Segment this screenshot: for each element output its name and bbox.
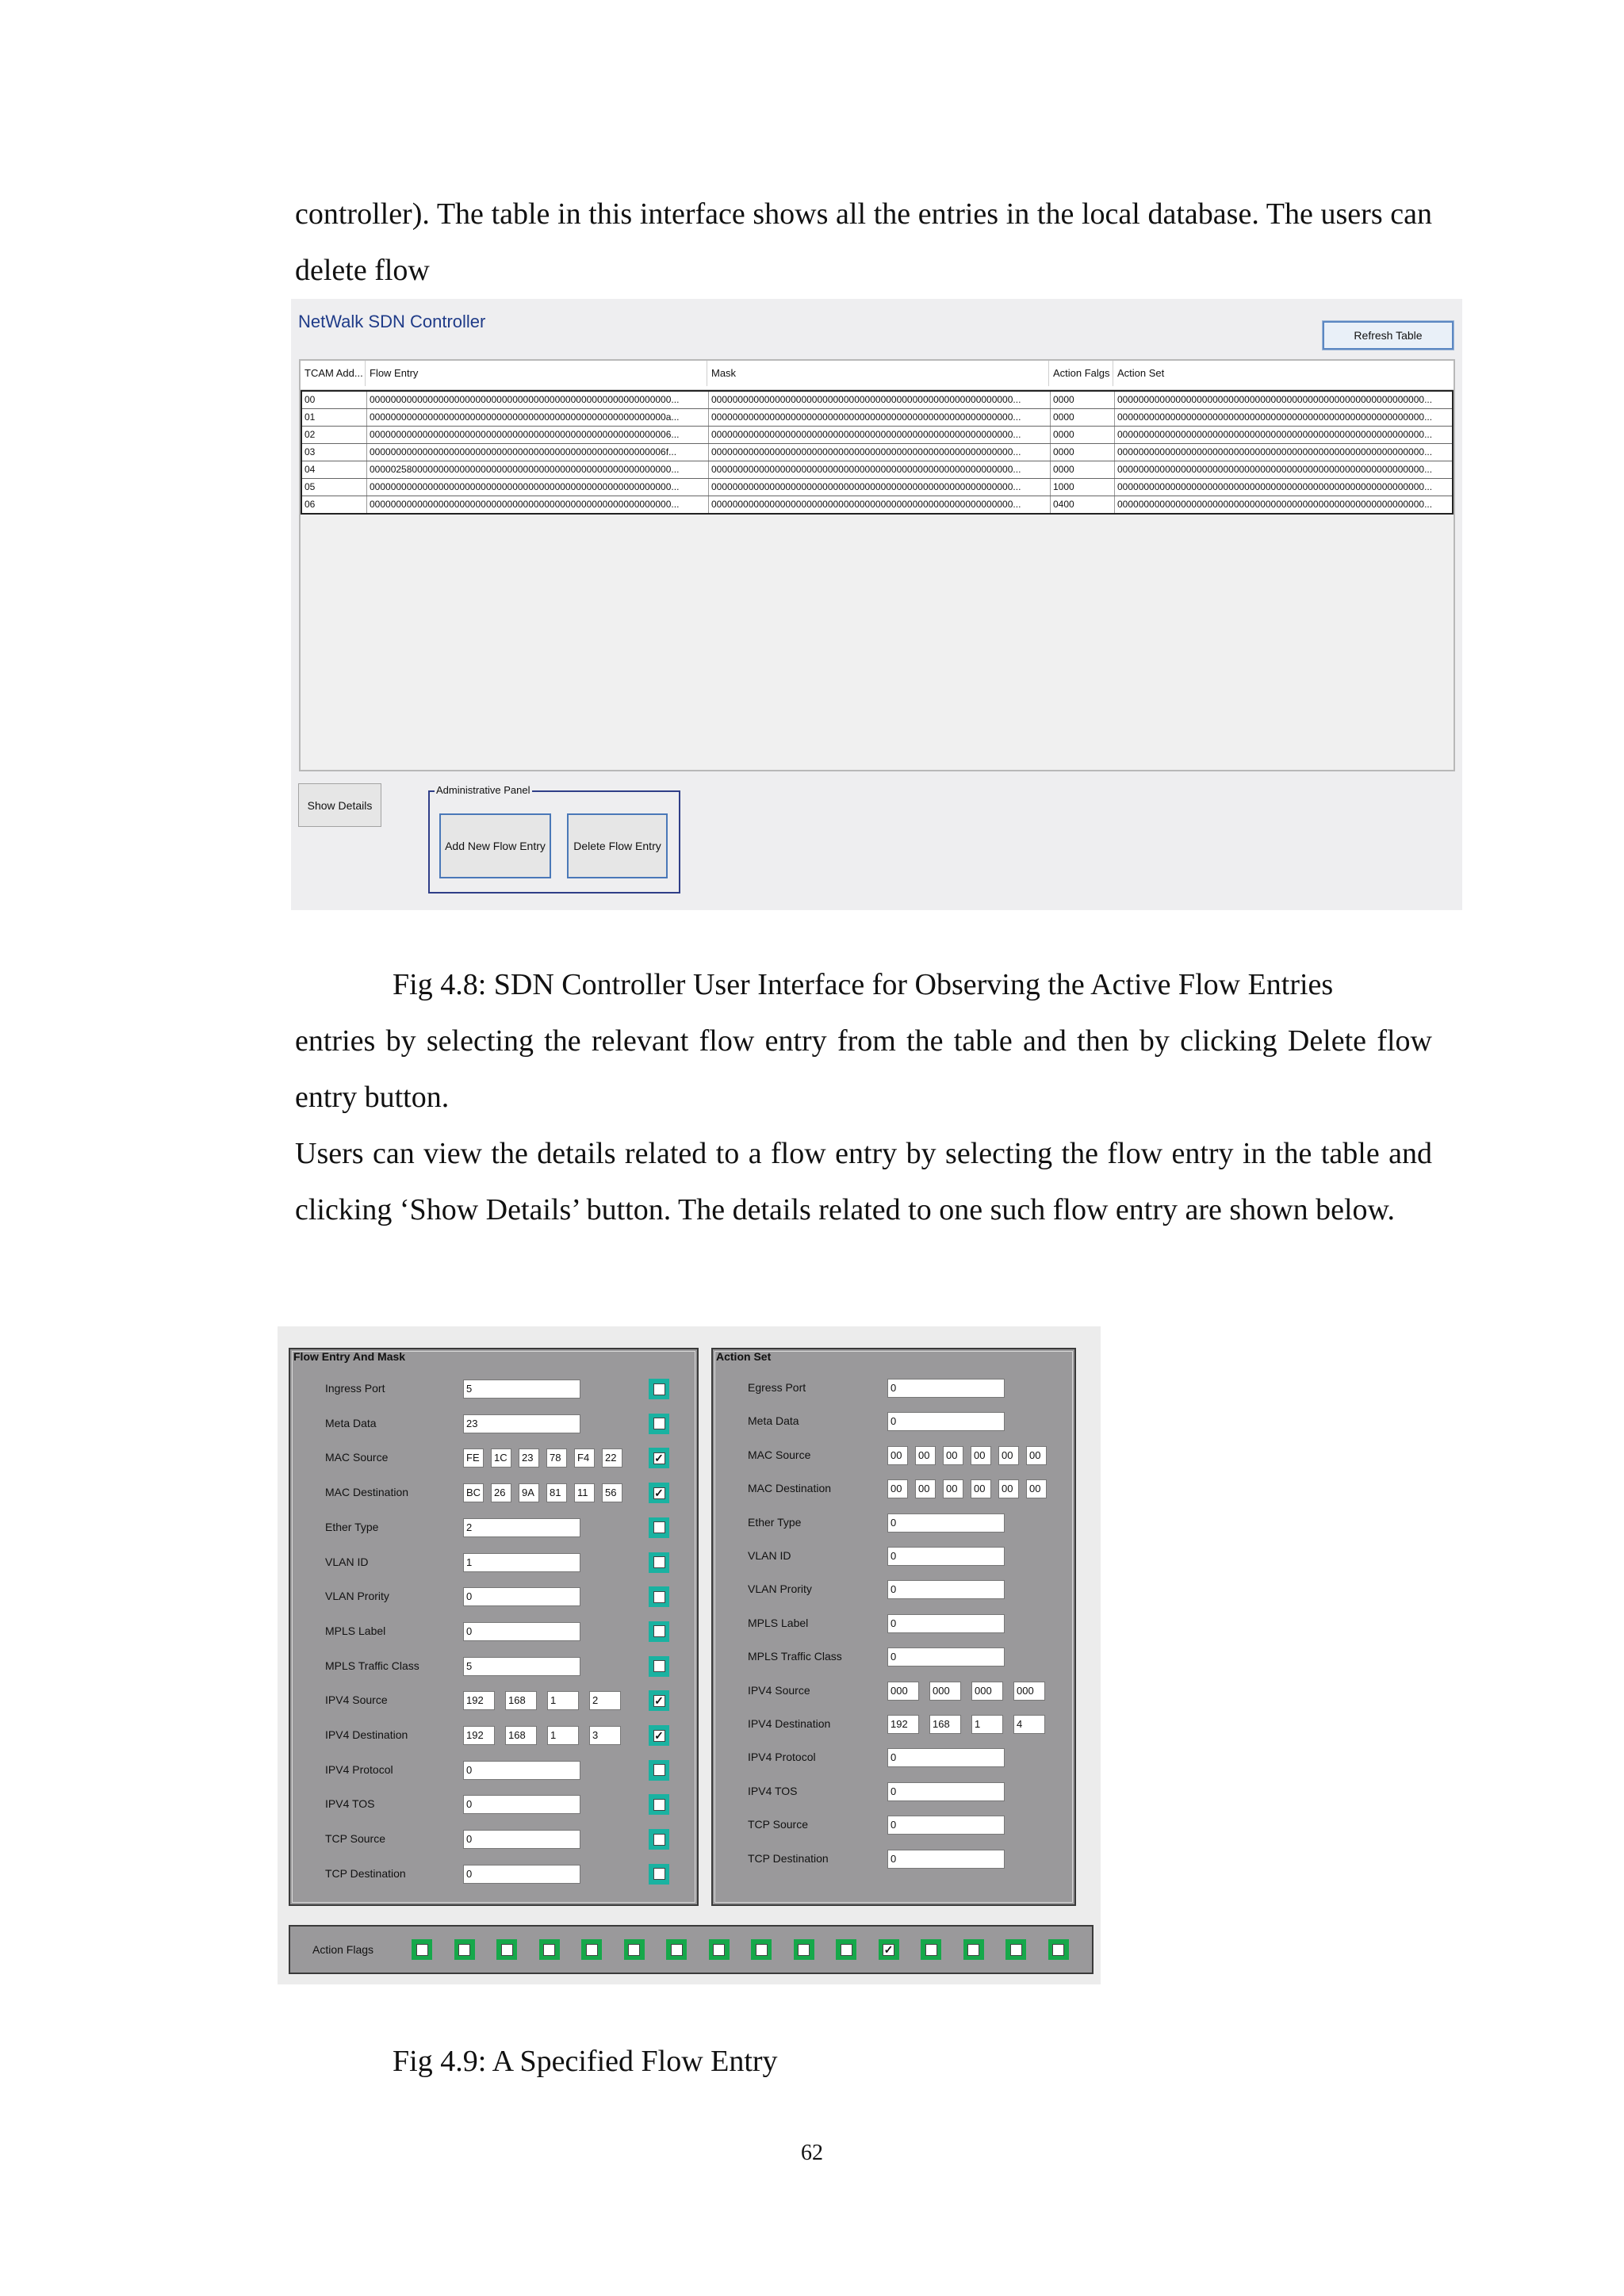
- table-cell: 000000000000000000000000000000000000000000000000000000006...: [367, 427, 709, 443]
- table-body: [301, 390, 1454, 515]
- checkbox-square: [713, 1944, 725, 1956]
- field-input[interactable]: 0: [463, 1587, 580, 1606]
- field-label: MPLS Traffic Class: [325, 1659, 419, 1672]
- field-mask-checkbox[interactable]: [649, 1414, 669, 1434]
- checkbox-square: [653, 1799, 665, 1811]
- table-cell: 0000000000000000000000000000000000000000000000000000000000...: [1117, 394, 1433, 405]
- column-header-action-set[interactable]: Action Set: [1113, 361, 1454, 386]
- field-input[interactable]: 00: [1026, 1479, 1047, 1498]
- field-input[interactable]: 192: [887, 1715, 919, 1734]
- table-cell: 02: [302, 427, 367, 443]
- table-cell: 0000000000000000000000000000000000000000000000000000000000...: [1117, 446, 1433, 457]
- field-label: TCP Destination: [325, 1866, 406, 1880]
- table-row[interactable]: [302, 444, 1452, 461]
- field-input[interactable]: 23: [519, 1448, 539, 1468]
- field-label: Meta Data: [325, 1416, 377, 1429]
- action-flag-checkbox[interactable]: [794, 1939, 814, 1960]
- page-number: 62: [801, 2141, 823, 2165]
- column-header-flow-entry[interactable]: Flow Entry: [366, 361, 707, 386]
- field-input[interactable]: 5: [463, 1657, 580, 1676]
- field-input[interactable]: 1C: [491, 1448, 511, 1468]
- table-row[interactable]: [302, 392, 1452, 409]
- field-input[interactable]: 56: [602, 1483, 622, 1502]
- field-input[interactable]: 3: [589, 1726, 621, 1745]
- field-label: Ether Type: [748, 1515, 802, 1529]
- field-input[interactable]: 0: [887, 1647, 1005, 1667]
- checkmark-icon: ✓: [654, 1451, 664, 1464]
- field-label: Ingress Port: [325, 1382, 385, 1395]
- table-cell: 0000000000000000000000000000000000000000000000000000000000...: [1117, 481, 1433, 492]
- field-mask-checkbox[interactable]: [649, 1552, 669, 1573]
- field-input[interactable]: 192: [463, 1726, 495, 1745]
- checkbox-square: [458, 1944, 470, 1956]
- field-input[interactable]: 00: [1026, 1446, 1047, 1465]
- table-cell: 03: [302, 444, 367, 461]
- field-input[interactable]: 168: [505, 1691, 537, 1710]
- action-flag-checkbox[interactable]: [624, 1939, 645, 1960]
- checkbox-square: [798, 1944, 810, 1956]
- action-flag-checkbox[interactable]: [539, 1939, 560, 1960]
- show-details-button[interactable]: Show Details: [298, 783, 381, 827]
- field-label: MPLS Label: [748, 1616, 809, 1629]
- table-row[interactable]: [302, 427, 1452, 444]
- table-cell: 000000000000000000000000000000000000000000000000000000000...: [709, 461, 1051, 478]
- table-cell: 00000000000000000000000000000000000000000000000000000000a...: [367, 409, 709, 426]
- action-flags-label: Action Flags: [312, 1943, 374, 1956]
- field-input[interactable]: 192: [463, 1691, 495, 1710]
- field-label: MAC Source: [748, 1448, 811, 1461]
- table-cell: 04: [302, 461, 367, 478]
- field-input[interactable]: 78: [546, 1448, 567, 1468]
- administrative-panel: [428, 784, 680, 894]
- field-input[interactable]: 9A: [519, 1483, 539, 1502]
- field-input[interactable]: 1: [971, 1715, 1003, 1734]
- figure-caption-4-9: Fig 4.9: A Specified Flow Entry: [393, 2045, 778, 2078]
- field-input[interactable]: 2: [589, 1691, 621, 1710]
- action-flag-checkbox[interactable]: [879, 1939, 899, 1960]
- field-input[interactable]: 00: [887, 1446, 908, 1465]
- table-cell: 05: [302, 479, 367, 496]
- field-label: VLAN ID: [748, 1549, 791, 1562]
- field-mask-checkbox[interactable]: [649, 1586, 669, 1607]
- table-cell: 000000000000000000000000000000000000000000000000000000000...: [709, 427, 1051, 443]
- field-label: TCP Source: [748, 1818, 808, 1831]
- checkbox-square: [543, 1944, 555, 1956]
- table-cell: 000000000000000000000000000000000000000000000000000000000...: [709, 479, 1051, 496]
- field-input[interactable]: 000: [887, 1682, 919, 1701]
- field-label: IPV4 TOS: [748, 1784, 798, 1797]
- field-input[interactable]: FE: [463, 1448, 484, 1468]
- checkmark-icon: ✓: [883, 1942, 894, 1956]
- field-label: IPV4 Protocol: [748, 1751, 816, 1764]
- field-input[interactable]: 1: [547, 1691, 579, 1710]
- field-input[interactable]: 5: [463, 1380, 580, 1399]
- field-input[interactable]: 0: [887, 1614, 1005, 1633]
- checkbox-square: [653, 1418, 665, 1429]
- table-cell: 0000: [1051, 461, 1115, 478]
- checkbox-square: [1052, 1944, 1064, 1956]
- field-input[interactable]: 0: [463, 1830, 580, 1849]
- action-flag-checkbox[interactable]: [412, 1939, 432, 1960]
- field-mask-checkbox[interactable]: [649, 1829, 669, 1850]
- action-set-panel: [711, 1348, 1076, 1906]
- checkbox-square: [586, 1944, 598, 1956]
- table-cell: 0000000000000000000000000000000000000000000000000000000000...: [1117, 464, 1433, 475]
- field-input[interactable]: 0: [463, 1622, 580, 1641]
- field-label: MAC Source: [325, 1451, 389, 1464]
- table-cell: 000000000000000000000000000000000000000000000000000000000...: [367, 479, 709, 496]
- checkbox-square: [967, 1944, 979, 1956]
- table-cell: 0000: [1051, 427, 1115, 443]
- field-mask-checkbox[interactable]: [649, 1656, 669, 1677]
- field-input[interactable]: 168: [929, 1715, 961, 1734]
- table-row[interactable]: [302, 496, 1452, 513]
- checkbox-square: [1010, 1944, 1022, 1956]
- table-row[interactable]: [302, 461, 1452, 479]
- table-cell: 00: [302, 392, 367, 408]
- checkbox-square: [653, 1591, 665, 1603]
- field-mask-checkbox[interactable]: [649, 1864, 669, 1885]
- table-cell: 000000000000000000000000000000000000000000000000000000000...: [367, 496, 709, 513]
- field-mask-checkbox[interactable]: [649, 1621, 669, 1642]
- sdn-controller-window: [291, 299, 1462, 910]
- paragraph-delete-instructions: entries by selecting the relevant flow entry from the table and then by clicking Delete flow entry button.: [295, 1024, 1432, 1114]
- action-flag-checkbox[interactable]: [1005, 1939, 1026, 1960]
- field-input[interactable]: 23: [463, 1414, 580, 1433]
- field-input[interactable]: 1: [547, 1726, 579, 1745]
- field-input[interactable]: 00: [998, 1446, 1019, 1465]
- action-flag-checkbox[interactable]: [1048, 1939, 1069, 1960]
- table-cell: 1000: [1051, 479, 1115, 496]
- table-cell: 0000: [1051, 392, 1115, 408]
- checkmark-icon: ✓: [654, 1693, 664, 1707]
- checkbox-square: [653, 1834, 665, 1846]
- field-label: Egress Port: [748, 1381, 806, 1394]
- table-cell: 000000000000000000000000000000000000000000000000000000000...: [709, 496, 1051, 513]
- app-title: NetWalk SDN Controller: [298, 312, 486, 331]
- field-label: VLAN Prority: [325, 1590, 389, 1603]
- field-label: IPV4 Source: [748, 1683, 810, 1697]
- checkmark-icon: ✓: [654, 1728, 664, 1742]
- add-flow-entry-button[interactable]: Add New Flow Entry: [439, 813, 551, 878]
- checkbox-square: [756, 1944, 768, 1956]
- field-input[interactable]: 000: [971, 1682, 1003, 1701]
- field-input[interactable]: 81: [546, 1483, 567, 1502]
- table-row[interactable]: [302, 479, 1452, 496]
- field-label: IPV4 TOS: [325, 1797, 375, 1811]
- checkbox-square: [653, 1625, 665, 1637]
- field-label: MAC Destination: [748, 1482, 832, 1495]
- field-label: Meta Data: [748, 1414, 799, 1428]
- table-cell: 000002580000000000000000000000000000000000000000000000000...: [367, 461, 709, 478]
- field-mask-checkbox[interactable]: [649, 1760, 669, 1781]
- table-cell: 0400: [1051, 496, 1115, 513]
- column-header-mask[interactable]: Mask: [707, 361, 1049, 386]
- field-label: IPV4 Destination: [325, 1728, 408, 1741]
- action-flag-checkbox[interactable]: [666, 1939, 687, 1960]
- action-flag-checkbox[interactable]: [454, 1939, 475, 1960]
- field-input[interactable]: BC: [463, 1483, 484, 1502]
- action-flags-panel: [289, 1925, 1094, 1974]
- field-input[interactable]: 168: [505, 1726, 537, 1745]
- table-cell: 000000000000000000000000000000000000000000000000000000000...: [709, 392, 1051, 408]
- checkbox-square: [653, 1556, 665, 1568]
- flow-panel-title: Flow Entry And Mask: [293, 1350, 406, 1363]
- field-label: TCP Source: [325, 1832, 385, 1846]
- checkbox-square: [416, 1944, 428, 1956]
- field-input[interactable]: 000: [1013, 1682, 1045, 1701]
- checkbox-square: [925, 1944, 937, 1956]
- field-mask-checkbox[interactable]: [649, 1690, 669, 1711]
- field-input[interactable]: 00: [915, 1446, 936, 1465]
- checkbox-square: [653, 1764, 665, 1776]
- field-input[interactable]: 0: [887, 1850, 1005, 1869]
- field-label: IPV4 Destination: [748, 1717, 831, 1730]
- field-mask-checkbox[interactable]: [649, 1794, 669, 1815]
- table-cell: 0000: [1051, 409, 1115, 426]
- checkbox-square: [653, 1660, 665, 1672]
- field-input[interactable]: 0: [887, 1748, 1005, 1767]
- table-cell: 01: [302, 409, 367, 426]
- action-flag-checkbox[interactable]: [751, 1939, 772, 1960]
- action-flag-checkbox[interactable]: [963, 1939, 984, 1960]
- action-flag-checkbox[interactable]: [836, 1939, 856, 1960]
- field-label: TCP Destination: [748, 1851, 829, 1865]
- field-input[interactable]: 00: [971, 1479, 991, 1498]
- field-input[interactable]: 000: [929, 1682, 961, 1701]
- field-mask-checkbox[interactable]: [649, 1379, 669, 1399]
- checkbox-square: [628, 1944, 640, 1956]
- field-input[interactable]: 0: [887, 1412, 1005, 1431]
- field-mask-checkbox[interactable]: [649, 1725, 669, 1746]
- figure-caption-4-8: Fig 4.8: SDN Controller User Interface for Observing the Active Flow Entries: [393, 968, 1334, 1001]
- field-input[interactable]: 1: [463, 1553, 580, 1572]
- table-cell: 000000000000000000000000000000000000000000000000000000000...: [367, 392, 709, 408]
- field-input[interactable]: 0: [887, 1547, 1005, 1566]
- flow-entry-details-window: [278, 1326, 1101, 1984]
- delete-flow-entry-button[interactable]: Delete Flow Entry: [567, 813, 668, 878]
- field-input[interactable]: 26: [491, 1483, 511, 1502]
- field-label: Ether Type: [325, 1520, 379, 1533]
- field-input[interactable]: 4: [1013, 1715, 1045, 1734]
- table-cell: 06: [302, 496, 367, 513]
- checkmark-icon: ✓: [654, 1486, 664, 1499]
- field-input[interactable]: 00: [998, 1479, 1019, 1498]
- table-row[interactable]: [302, 409, 1452, 427]
- field-input[interactable]: 00: [887, 1479, 908, 1498]
- field-label: IPV4 Source: [325, 1693, 388, 1707]
- field-input[interactable]: 0: [463, 1795, 580, 1814]
- checkbox-square: [653, 1868, 665, 1880]
- column-header-tcam[interactable]: TCAM Add...: [301, 361, 366, 386]
- flow-table: [299, 359, 1455, 771]
- action-flag-checkbox[interactable]: [581, 1939, 602, 1960]
- administrative-panel-label: Administrative Panel: [436, 784, 530, 796]
- field-label: VLAN ID: [325, 1555, 369, 1568]
- action-flag-checkbox[interactable]: [709, 1939, 730, 1960]
- table-cell: 0000000000000000000000000000000000000000000000000000000000...: [1117, 429, 1433, 440]
- field-input[interactable]: 22: [602, 1448, 622, 1468]
- field-input[interactable]: 0: [463, 1761, 580, 1780]
- field-mask-checkbox[interactable]: [649, 1483, 669, 1503]
- table-cell: 000000000000000000000000000000000000000000000000000000000...: [709, 409, 1051, 426]
- field-mask-checkbox[interactable]: [649, 1448, 669, 1468]
- paragraph-show-details: Users can view the details related to a flow entry by selecting the flow entry in the table and clicking ‘Show Details’ button. The details related to one such flow entry are shown below.: [295, 1137, 1432, 1226]
- checkbox-square: [653, 1383, 665, 1395]
- field-input[interactable]: 00: [943, 1479, 963, 1498]
- field-label: MPLS Traffic Class: [748, 1650, 842, 1663]
- field-label: IPV4 Protocol: [325, 1762, 393, 1776]
- field-input[interactable]: 0: [887, 1580, 1005, 1599]
- table-cell: 0000000000000000000000000000000000000000000000000000000000...: [1117, 411, 1433, 423]
- table-cell: 000000000000000000000000000000000000000000000000000000000...: [709, 444, 1051, 461]
- flow-entry-and-mask-panel: [289, 1348, 699, 1906]
- field-input[interactable]: 00: [971, 1446, 991, 1465]
- field-input[interactable]: F4: [574, 1448, 595, 1468]
- action-flag-checkbox[interactable]: [921, 1939, 941, 1960]
- action-flag-checkbox[interactable]: [496, 1939, 517, 1960]
- field-input[interactable]: 2: [463, 1518, 580, 1537]
- field-input[interactable]: 00: [915, 1479, 936, 1498]
- checkbox-square: [501, 1944, 513, 1956]
- field-input[interactable]: 0: [887, 1379, 1005, 1398]
- checkbox-square: [671, 1944, 683, 1956]
- table-cell: 0000: [1051, 444, 1115, 461]
- field-label: MPLS Label: [325, 1624, 386, 1637]
- table-cell: 00000000000000000000000000000000000000000000000000000006f...: [367, 444, 709, 461]
- field-input[interactable]: 11: [574, 1483, 595, 1502]
- field-input[interactable]: 0: [463, 1865, 580, 1884]
- table-cell: 0000000000000000000000000000000000000000000000000000000000...: [1117, 499, 1433, 510]
- field-label: VLAN Prority: [748, 1582, 812, 1596]
- field-input[interactable]: 0: [887, 1782, 1005, 1801]
- field-input[interactable]: 0: [887, 1513, 1005, 1533]
- paragraph-intro: controller). The table in this interface shows all the entries in the local database. The users can delete flow: [295, 197, 1432, 287]
- checkbox-square: [653, 1521, 665, 1533]
- checkbox-square: [841, 1944, 852, 1956]
- action-panel-title: Action Set: [716, 1350, 772, 1363]
- field-label: MAC Destination: [325, 1486, 409, 1499]
- field-input[interactable]: 0: [887, 1816, 1005, 1835]
- refresh-table-button[interactable]: Refresh Table: [1323, 321, 1454, 350]
- field-input[interactable]: 00: [943, 1446, 963, 1465]
- field-mask-checkbox[interactable]: [649, 1517, 669, 1538]
- column-header-action-flags[interactable]: Action Falgs: [1049, 361, 1113, 386]
